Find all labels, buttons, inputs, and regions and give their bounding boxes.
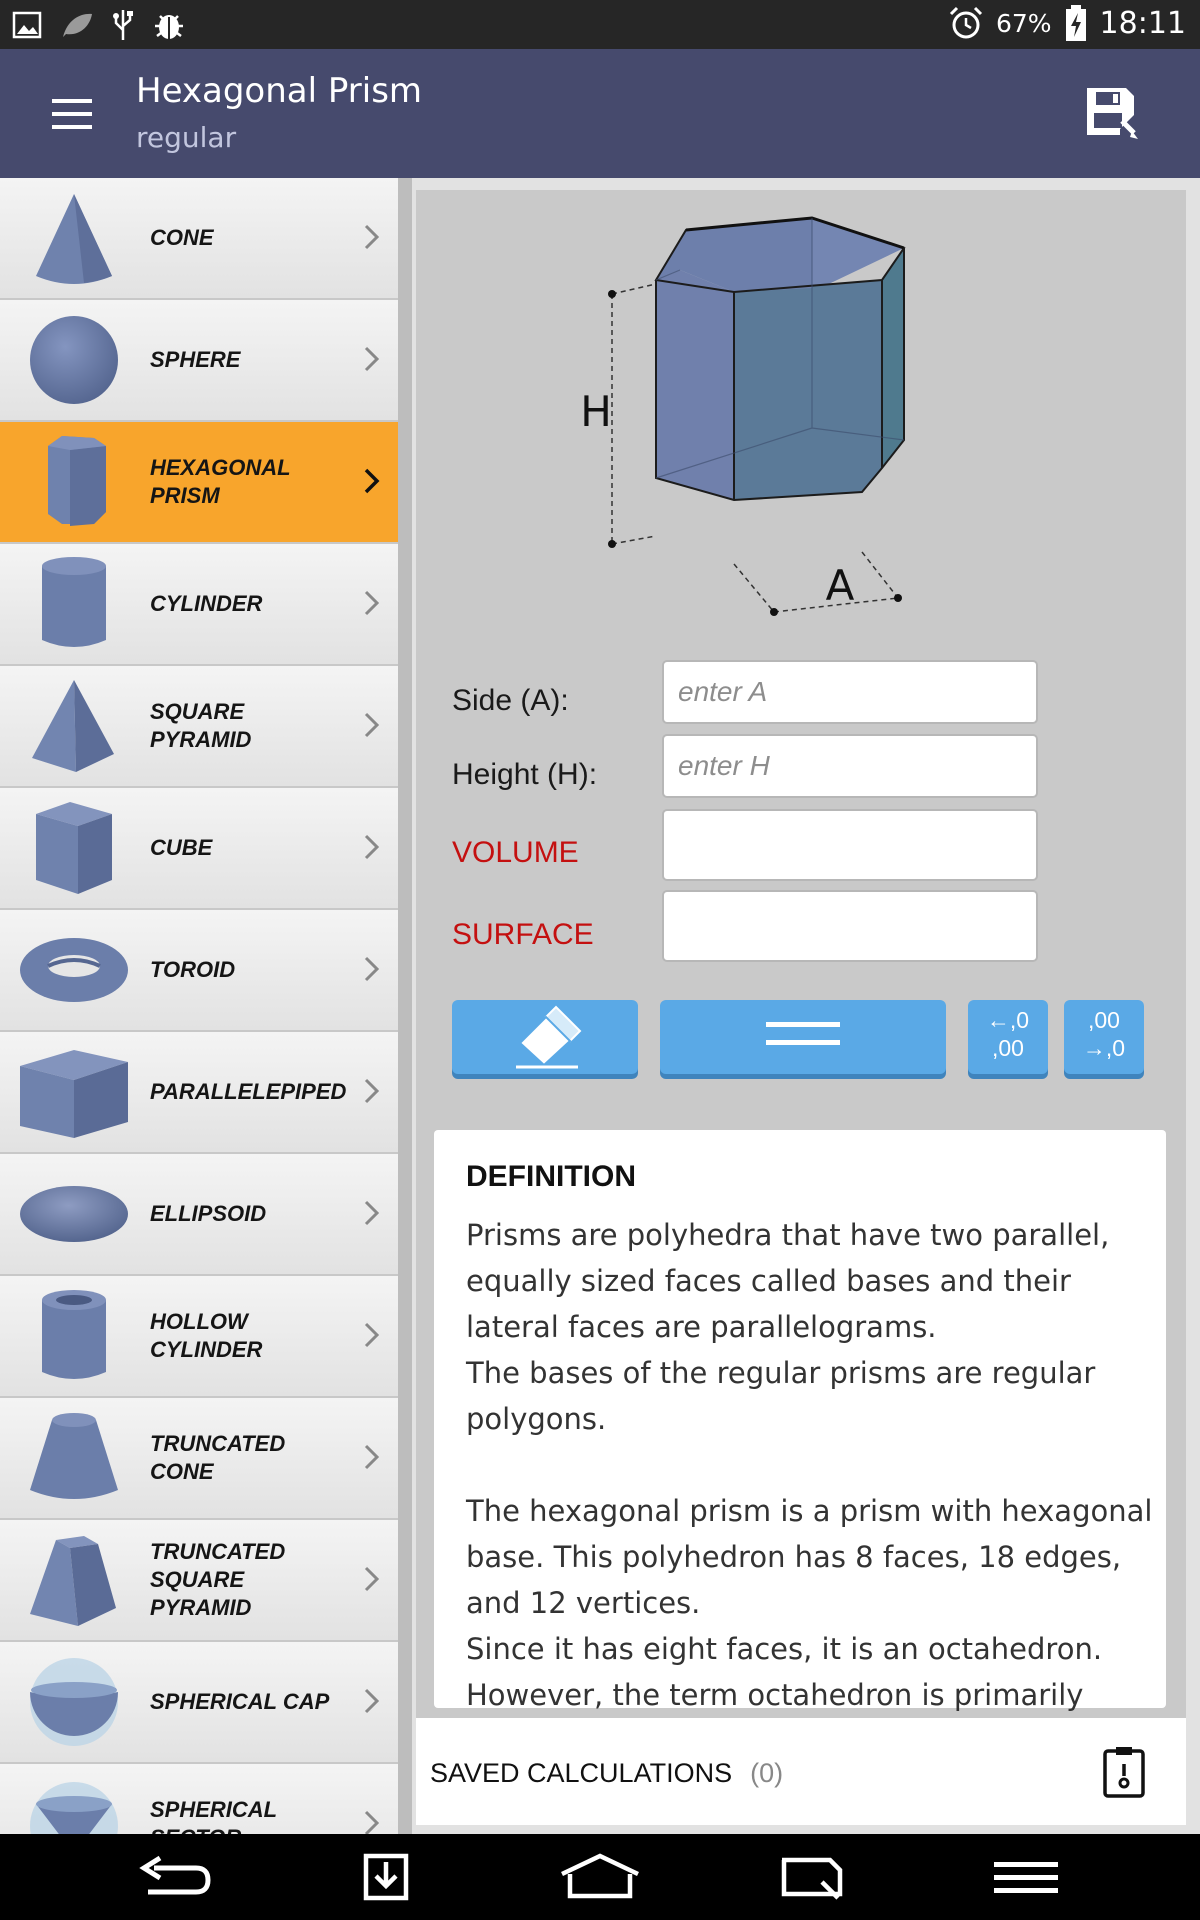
- sidebar-item-label: SQUARE PYRAMID: [150, 699, 252, 752]
- sidebar-item-cone[interactable]: [0, 178, 398, 300]
- decrease-decimals-line2: ,00: [992, 1035, 1024, 1061]
- chevron-right-icon: [362, 954, 382, 984]
- sidebar-item-label: ELLIPSOID: [150, 1201, 267, 1226]
- hexagonal-prism-icon: [14, 432, 134, 532]
- height-h-label: Height (H):: [452, 758, 598, 791]
- parallelepiped-icon: [14, 1042, 134, 1142]
- chevron-right-icon: [362, 1442, 382, 1472]
- decrease-decimals-button[interactable]: [968, 1000, 1048, 1074]
- cylinder-icon: [14, 554, 134, 654]
- chevron-right-icon: [362, 1198, 382, 1228]
- side-dimension-label: A: [825, 561, 855, 610]
- chevron-right-icon: [362, 1564, 382, 1594]
- battery-charging-icon: [1064, 4, 1088, 42]
- definition-paragraph: The hexagonal prism is a prism with hexagonal base. This polyhedron has 8 faces, 18 edges, and 12 vertices.: [466, 1494, 1153, 1620]
- sidebar-item-label: PARALLELEPIPED: [150, 1079, 347, 1104]
- definition-paragraph: However, the term octahedron is primarily: [466, 1678, 1084, 1712]
- saved-calculations-label: SAVED CALCULATIONS: [430, 1758, 733, 1788]
- clear-button[interactable]: [452, 1000, 638, 1074]
- chevron-right-icon: [362, 1686, 382, 1716]
- sidebar-item-sphere[interactable]: [0, 300, 398, 422]
- clock: 18:11: [1099, 5, 1186, 41]
- toroid-icon: [14, 920, 134, 1020]
- sidebar-item-label: CONE: [150, 225, 214, 250]
- chevron-right-icon: [362, 466, 382, 496]
- panel-divider: [398, 178, 412, 1834]
- sidebar-item-hollow-cylinder[interactable]: [0, 1276, 398, 1398]
- volume-output: [662, 809, 1038, 881]
- calculator-area: [412, 178, 1200, 1834]
- height-h-input[interactable]: enter H: [662, 734, 1038, 798]
- sidebar-item-label: CYLINDER: [150, 591, 263, 616]
- clipboard-icon[interactable]: [1102, 1746, 1146, 1798]
- battery-percent: 67%: [995, 8, 1052, 38]
- square-pyramid-icon: [14, 676, 134, 776]
- surface-label: SURFACE: [452, 918, 594, 951]
- leaf-icon: [60, 10, 94, 40]
- eraser-icon: [452, 1000, 638, 1074]
- increase-decimals-line1: ,00: [1088, 1007, 1120, 1033]
- sidebar-item-truncated-cone[interactable]: [0, 1398, 398, 1520]
- page-title: Hexagonal Prism: [136, 71, 423, 111]
- spherical-cap-icon: [14, 1652, 134, 1752]
- definition-card[interactable]: [434, 1130, 1166, 1712]
- saved-calculations-bar[interactable]: [416, 1718, 1186, 1825]
- truncated-cone-icon: [14, 1408, 134, 1508]
- definition-text: [466, 1212, 1156, 1764]
- definition-paragraph: The bases of the regular prisms are regular polygons.: [466, 1356, 1096, 1436]
- sidebar-item-label: SPHERICAL: [150, 1797, 277, 1822]
- sidebar-item-square-pyramid[interactable]: [0, 666, 398, 788]
- definition-paragraph: Prisms are polyhedra that have two parallel, equally sized faces called bases and their lateral faces are parallelograms.: [466, 1218, 1110, 1344]
- saved-calculations-count: (0): [750, 1758, 784, 1788]
- status-bar: [0, 0, 1200, 49]
- surface-output: [662, 890, 1038, 962]
- sidebar-item-spherical-cap[interactable]: [0, 1642, 398, 1764]
- page-subtitle: regular: [136, 121, 237, 154]
- sidebar-item-label: TOROID: [150, 957, 236, 982]
- sidebar-item-ellipsoid[interactable]: [0, 1154, 398, 1276]
- sidebar-item-label: CUBE: [150, 835, 213, 860]
- save-edit-icon[interactable]: [1084, 85, 1140, 141]
- increase-decimals-button[interactable]: [1064, 1000, 1144, 1074]
- chevron-right-icon: [362, 832, 382, 862]
- calculate-button[interactable]: [660, 1000, 946, 1074]
- sidebar-item-cylinder[interactable]: [0, 544, 398, 666]
- hexagonal-prism-diagram: [580, 200, 996, 630]
- download-icon[interactable]: [346, 1852, 426, 1902]
- sidebar-item-label: SPHERICAL CAP: [150, 1689, 330, 1714]
- sidebar-item-parallelepiped[interactable]: [0, 1032, 398, 1154]
- system-nav-bar: [0, 1834, 1200, 1920]
- height-dimension-label: H: [580, 387, 612, 436]
- shape-list: [0, 178, 398, 1834]
- sidebar-item-label: HEXAGONAL PRISM: [150, 455, 291, 508]
- usb-icon: [112, 8, 134, 42]
- decrease-decimals-line1: ←,0: [986, 1007, 1030, 1033]
- sidebar-item-label: TRUNCATED SQUARE PYRAMID: [150, 1539, 286, 1620]
- sidebar-item-label: HOLLOW CYLINDER: [150, 1309, 263, 1362]
- recents-icon[interactable]: [772, 1852, 852, 1902]
- chevron-right-icon: [362, 344, 382, 374]
- volume-label: VOLUME: [452, 836, 579, 869]
- equals-icon: [660, 1000, 946, 1074]
- back-icon[interactable]: [134, 1852, 214, 1902]
- hamburger-menu-icon[interactable]: [52, 99, 92, 129]
- cube-icon: [14, 798, 134, 898]
- chevron-right-icon: [362, 1076, 382, 1106]
- chevron-right-icon: [362, 1320, 382, 1350]
- hollow-cylinder-icon: [14, 1286, 134, 1386]
- sphere-icon: [14, 310, 134, 410]
- definition-heading: DEFINITION: [466, 1160, 636, 1193]
- sidebar-item-hexagonal-prism[interactable]: [0, 422, 398, 544]
- app-bar: [0, 49, 1200, 178]
- chevron-right-icon: [362, 588, 382, 618]
- side-a-input[interactable]: enter A: [662, 660, 1038, 724]
- menu-icon[interactable]: [988, 1852, 1068, 1902]
- home-icon[interactable]: [560, 1852, 640, 1902]
- image-icon: [12, 10, 42, 40]
- chevron-right-icon: [362, 710, 382, 740]
- alarm-icon: [948, 5, 984, 41]
- definition-paragraph: Since it has eight faces, it is an octahedron.: [466, 1632, 1103, 1666]
- calculator-panel: [416, 190, 1186, 1815]
- sidebar-item-cube[interactable]: [0, 788, 398, 910]
- cone-icon: [14, 188, 134, 288]
- bug-icon: [152, 8, 186, 42]
- truncated-square-pyramid-icon: [14, 1530, 134, 1630]
- sidebar-item-label: TRUNCATED CONE: [150, 1431, 286, 1484]
- chevron-right-icon: [362, 222, 382, 252]
- side-a-label: Side (A):: [452, 684, 569, 717]
- sidebar-item-label: SPHERE: [150, 347, 241, 372]
- ellipsoid-icon: [14, 1164, 134, 1264]
- sidebar-item-truncated-square-pyramid[interactable]: [0, 1520, 398, 1642]
- increase-decimals-line2: →,0: [1082, 1035, 1126, 1061]
- sidebar-item-toroid[interactable]: [0, 910, 398, 1032]
